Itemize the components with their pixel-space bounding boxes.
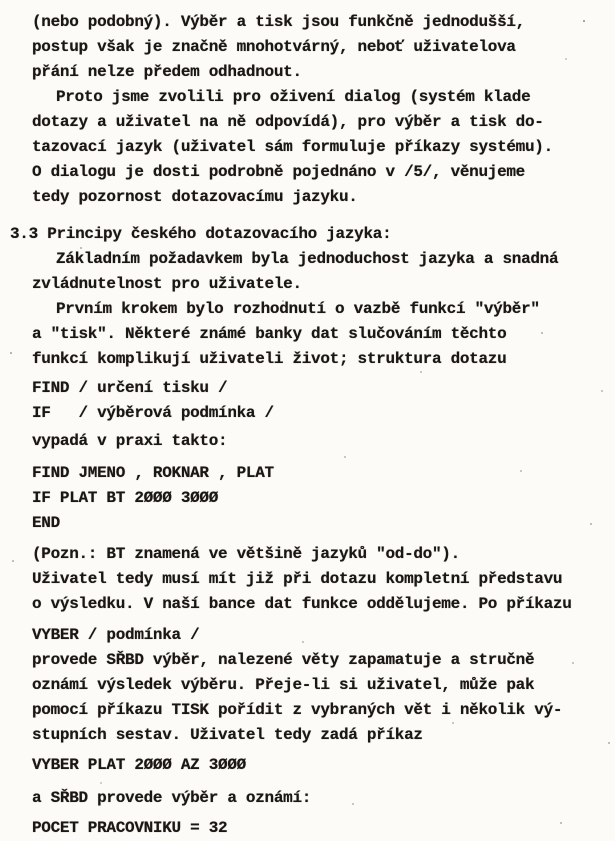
- text-line: (nebo podobný). Výběr a tisk jsou funkčně jednodušší,: [32, 13, 525, 31]
- text-line: tedy pozornost dotazovacímu jazyku.: [32, 188, 358, 206]
- code-line: FIND / určení tisku /: [32, 379, 228, 397]
- text-line: a "tisk". Některé známé banky dat slučováním těchto: [32, 325, 507, 343]
- query-result-line: POCET PRACOVNIKU = 32: [32, 819, 228, 837]
- text-line: a SŘBD provede výběr a oznámí:: [32, 789, 312, 807]
- code-line: VYBER / podmínka /: [32, 626, 200, 644]
- text-line: Uživatel tedy musí mít již při dotazu kompletní představu: [32, 570, 563, 588]
- text-line: funkcí komplikují uživateli život; struktura dotazu: [32, 350, 507, 368]
- text-line: o výsledku. V naší bance dat funkce oddělujeme. Po příkazu: [32, 595, 572, 613]
- text-line: dotazy a uživatel na ně odpovídá), pro výběr a tisk do-: [32, 113, 544, 131]
- code-line: FIND JMENO , ROKNAR , PLAT: [32, 464, 274, 482]
- text-line: provede SŘBD výběr, nalezené věty zapamatuje a stručně: [32, 651, 535, 669]
- text-line: vypadá v praxi takto:: [32, 432, 228, 450]
- text-line: oznámí výsledek výběru. Přeje-li si uživatel, může pak: [32, 676, 535, 694]
- text-line: přání nelze předem odhadnout.: [32, 63, 302, 81]
- text-line: Proto jsme zvolili pro oživení dialog (systém klade: [56, 88, 531, 106]
- text-line: tazovací jazyk (uživatel sám formuluje příkazy systému).: [32, 138, 553, 156]
- text-line: zvládnutelnost pro uživatele.: [32, 275, 302, 293]
- text-line: O dialogu je dosti podrobně pojednáno v /5/, věnujeme: [32, 163, 525, 181]
- text-line: postup však je značně mnohotvárný, neboť uživatelova: [32, 38, 516, 56]
- scan-noise: [0, 0, 2, 2]
- code-line: END: [32, 514, 60, 532]
- text-line: Základním požadavkem byla jednoduchost jazyka a snadná: [56, 250, 559, 268]
- text-line: pomocí příkazu TISK pořídit z vybraných vět i několik vý-: [32, 701, 563, 719]
- code-line: VYBER PLAT 2ØØØ AZ 3ØØØ: [32, 756, 246, 774]
- text-line: stupních sestav. Uživatel tedy zadá příkaz: [32, 726, 423, 744]
- section-heading: 3.3 Principy českého dotazovacího jazyka:: [10, 225, 392, 243]
- text-line: (Pozn.: BT znamená ve většině jazyků "od-do").: [32, 545, 460, 563]
- code-line: IF PLAT BT 2ØØØ 3ØØØ: [32, 489, 219, 507]
- code-line: IF / výběrová podmínka /: [32, 404, 274, 422]
- text-line: Prvním krokem bylo rozhodnutí o vazbě funkcí "výběr": [56, 300, 540, 318]
